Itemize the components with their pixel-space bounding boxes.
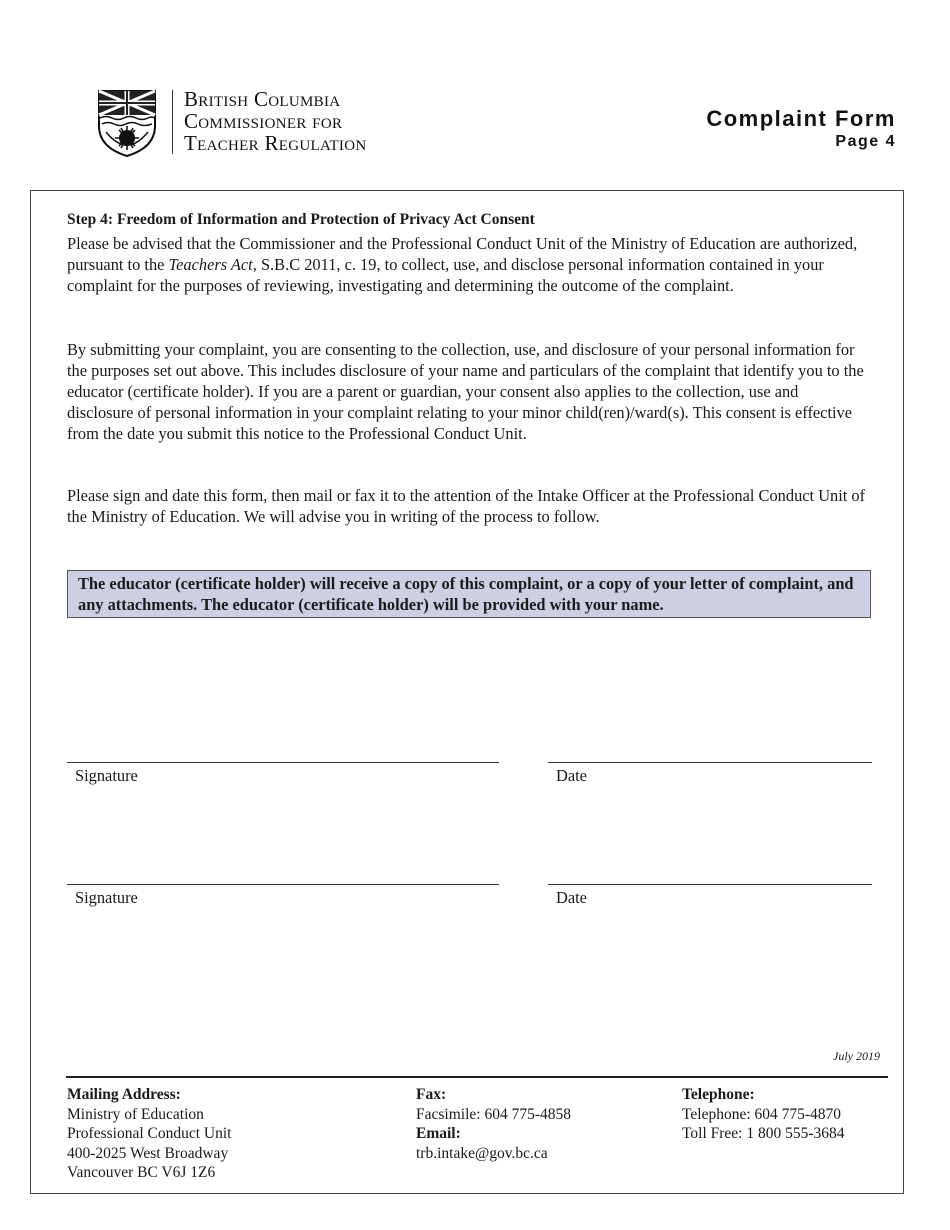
telephone-block (682, 1085, 845, 1144)
revision-date: July 2019 (833, 1049, 880, 1063)
p1-text-after: , S.B.C 2011, c. 19, to collect, use, and disclose personal information contained in your complaint for the purposes of reviewing, investigating and determining the outcome of the complaint. (67, 255, 824, 295)
mailing-line: Vancouver BC V6J 1Z6 (67, 1164, 216, 1181)
org-name-line-1: British Columbia (184, 87, 341, 111)
date-line-2[interactable] (548, 884, 872, 885)
step-heading: Step 4: Freedom of Information and Protection of Privacy Act Consent (67, 211, 535, 228)
fax-number: Facsimile: 604 775-4858 (416, 1105, 571, 1123)
mailing-address-label: Mailing Address: (67, 1086, 181, 1103)
org-name-line-3: Teacher Regulation (184, 131, 367, 155)
signature-label-1: Signature (75, 766, 138, 785)
footer-divider (66, 1076, 888, 1078)
consent-paragraph-3: Please sign and date this form, then mail or fax it to the attention of the Intake Officer at the Professional Conduct Unit of the Ministry of Education. We will advise you in writing of the process to follow. (67, 486, 866, 526)
email-address[interactable]: trb.intake@gov.bc.ca (416, 1144, 548, 1162)
fax-email-block (416, 1085, 571, 1163)
consent-paragraph-1 (67, 233, 867, 296)
logo-divider (172, 90, 173, 154)
bc-coat-of-arms-logo (96, 88, 158, 158)
toll-free-number: Toll Free: 1 800 555-3684 (682, 1125, 845, 1142)
signature-line-2[interactable] (67, 884, 499, 885)
signature-label-2: Signature (75, 888, 138, 907)
fax-label: Fax: (416, 1086, 447, 1103)
date-line-1[interactable] (548, 762, 872, 763)
form-title: Complaint Form (706, 106, 896, 131)
org-name-line-2: Commissioner for (184, 109, 343, 133)
signature-line-1[interactable] (67, 762, 499, 763)
email-label: Email: (416, 1125, 461, 1142)
mailing-line: Ministry of Education (67, 1105, 204, 1123)
teachers-act-title: Teachers Act (168, 255, 253, 274)
mailing-line: Professional Conduct Unit (67, 1125, 232, 1142)
telephone-number: Telephone: 604 775-4870 (682, 1105, 842, 1123)
notice-box: The educator (certificate holder) will receive a copy of this complaint, or a copy of your letter of complaint, and any attachments. The educator (certificate holder) will be provided with your name. (67, 570, 871, 618)
page-number: Page 4 (835, 133, 896, 150)
date-label-2: Date (556, 888, 587, 907)
consent-paragraph-2: By submitting your complaint, you are consenting to the collection, use, and disclosure of your personal information for the purposes set out above. This includes disclosure of your name and particulars of the complaint that identify you to the educator (certificate holder). If you are a parent or guardian, your consent also applies to the collection, use and disclosure of personal information in your complaint relating to your minor child(ren)/ward(s). This consent is effective from the date you submit this notice to the Professional Conduct Unit. (67, 340, 864, 443)
mailing-address-block (67, 1085, 231, 1183)
form-title-block (706, 106, 896, 152)
date-label-1: Date (556, 766, 587, 785)
mailing-line: 400-2025 West Broadway (67, 1144, 229, 1162)
organization-name (184, 88, 366, 154)
p1-text-before: Please be advised that the Commissioner and the Professional Conduct Unit of the Ministry of Education are authorized, pursuant to the (67, 234, 858, 274)
telephone-label: Telephone: (682, 1086, 755, 1103)
